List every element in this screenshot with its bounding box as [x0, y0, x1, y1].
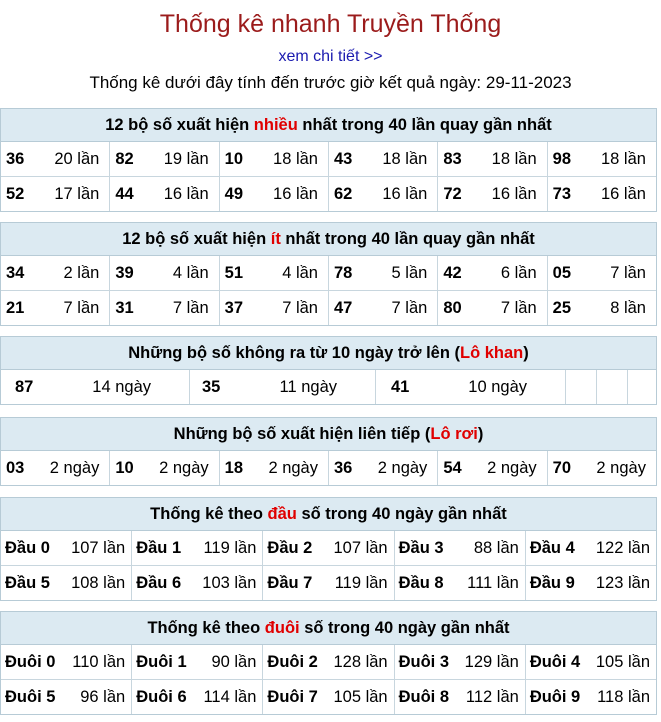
detail-link[interactable]: xem chi tiết >>: [278, 48, 383, 65]
number-cell: 25 8 lần: [547, 291, 656, 325]
duoi-cell: Đuôi 0 110 lần: [5, 652, 126, 671]
dau-heading: Thống kê theo đầu số trong 40 ngày gần nhất: [1, 498, 656, 531]
duoi-section: [0, 611, 657, 715]
number-cell: 31 7 lần: [109, 291, 218, 325]
number-cell: 80 7 lần: [437, 291, 546, 325]
duoi-cell: Đuôi 6 114 lần: [131, 680, 262, 714]
duoi-cell: Đuôi 4 105 lần: [525, 645, 656, 679]
number-cell: 39 4 lần: [109, 256, 218, 290]
duoi-cell: Đuôi 5 96 lần: [5, 687, 126, 706]
number-cell: 49 16 lần: [219, 177, 328, 211]
dau-cell: Đầu 3 88 lần: [394, 531, 525, 565]
table-row: [1, 256, 656, 290]
number-cell: 41 10 ngày: [375, 370, 565, 404]
page-subtitle: Thống kê dưới đây tính đến trước giờ kết quả ngày: 29-11-2023: [89, 73, 572, 92]
number-cell: 43 18 lần: [328, 142, 437, 176]
duoi-cell: Đuôi 1 90 lần: [131, 645, 262, 679]
most-frequent-section: [0, 108, 657, 212]
least-frequent-heading: 12 bộ số xuất hiện ít nhất trong 40 lần quay gần nhất: [1, 223, 656, 256]
empty-cell: [627, 370, 656, 404]
lo-roi-heading: Những bộ số xuất hiện liên tiếp (Lô rơi): [1, 418, 656, 451]
most-frequent-heading: 12 bộ số xuất hiện nhiều nhất trong 40 lần quay gần nhất: [1, 109, 656, 142]
number-cell: 18 2 ngày: [219, 451, 328, 485]
duoi-heading: Thống kê theo đuôi số trong 40 ngày gần nhất: [1, 612, 656, 645]
dau-cell: Đầu 1 119 lần: [131, 531, 262, 565]
number-cell: 70 2 ngày: [547, 451, 656, 485]
table-row: [1, 176, 656, 211]
number-cell: 42 6 lần: [437, 256, 546, 290]
lo-khan-section: [0, 336, 657, 405]
table-row: [1, 565, 656, 600]
number-cell: 78 5 lần: [328, 256, 437, 290]
dau-cell: Đầu 4 122 lần: [525, 531, 656, 565]
number-cell: 36 2 ngày: [328, 451, 437, 485]
table-row: [1, 645, 656, 679]
number-cell: 62 16 lần: [328, 177, 437, 211]
dau-cell: Đầu 6 103 lần: [131, 566, 262, 600]
number-cell: 72 16 lần: [437, 177, 546, 211]
table-row: [1, 142, 656, 176]
empty-cell: [596, 370, 627, 404]
number-cell: 05 7 lần: [547, 256, 656, 290]
table-row: [1, 531, 656, 565]
number-cell: 21 7 lần: [6, 298, 100, 317]
dau-cell: Đầu 0 107 lần: [5, 538, 126, 557]
table-row: [1, 451, 656, 485]
number-cell: 83 18 lần: [437, 142, 546, 176]
number-cell: 87 14 ngày: [15, 377, 151, 396]
number-cell: 98 18 lần: [547, 142, 656, 176]
number-cell: 10 2 ngày: [109, 451, 218, 485]
table-row: [1, 679, 656, 714]
lo-roi-section: [0, 417, 657, 486]
duoi-cell: Đuôi 8 112 lần: [394, 680, 525, 714]
duoi-cell: Đuôi 2 128 lần: [262, 645, 393, 679]
duoi-cell: Đuôi 7 105 lần: [262, 680, 393, 714]
dau-cell: Đầu 8 111 lần: [394, 566, 525, 600]
number-cell: 10 18 lần: [219, 142, 328, 176]
number-cell: 52 17 lần: [6, 184, 100, 203]
dau-cell: Đầu 5 108 lần: [5, 573, 126, 592]
number-cell: 54 2 ngày: [437, 451, 546, 485]
number-cell: 34 2 lần: [6, 263, 100, 282]
number-cell: 37 7 lần: [219, 291, 328, 325]
number-cell: 36 20 lần: [6, 149, 100, 168]
dau-cell: Đầu 9 123 lần: [525, 566, 656, 600]
number-cell: 03 2 ngày: [6, 458, 100, 477]
duoi-cell: Đuôi 3 129 lần: [394, 645, 525, 679]
number-cell: 73 16 lần: [547, 177, 656, 211]
dau-cell: Đầu 7 119 lần: [262, 566, 393, 600]
empty-cell: [565, 370, 596, 404]
number-cell: 51 4 lần: [219, 256, 328, 290]
number-cell: 35 11 ngày: [189, 370, 375, 404]
dau-section: [0, 497, 657, 601]
table-row: [1, 290, 656, 325]
least-frequent-section: [0, 222, 657, 326]
page-title: Thống kê nhanh Truyền Thống: [159, 10, 502, 38]
duoi-cell: Đuôi 9 118 lần: [525, 680, 656, 714]
number-cell: 82 19 lần: [109, 142, 218, 176]
lo-khan-heading: Những bộ số không ra từ 10 ngày trở lên (Lô khan): [1, 337, 656, 370]
table-row: [1, 370, 656, 404]
number-cell: 44 16 lần: [109, 177, 218, 211]
dau-cell: Đầu 2 107 lần: [262, 531, 393, 565]
number-cell: 47 7 lần: [328, 291, 437, 325]
